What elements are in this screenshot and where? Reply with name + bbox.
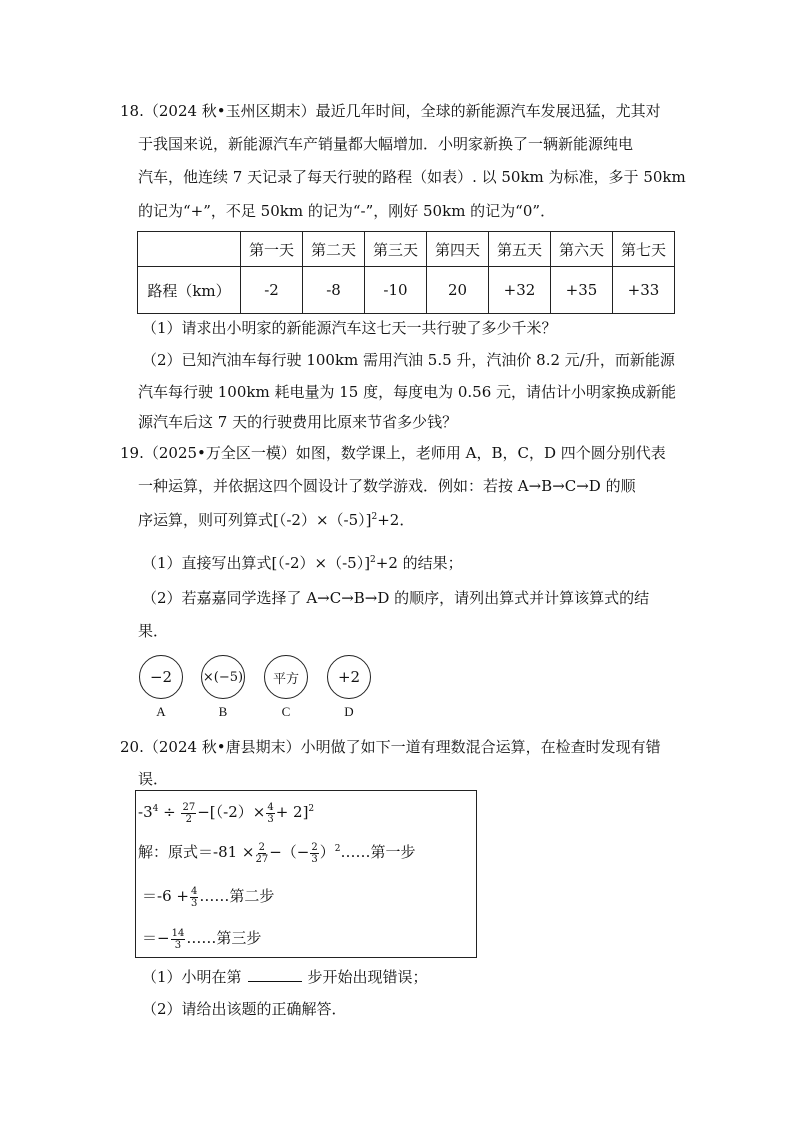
q19-sub1 — [142, 553, 463, 573]
circle-label-b: B — [218, 704, 228, 719]
numerator: 2 — [258, 841, 266, 853]
table-header-cell: 第三天 — [365, 232, 427, 267]
step-tag: ……第二步 — [199, 887, 275, 905]
step-tag: ……第三步 — [186, 929, 262, 947]
table-header-cell: 第一天 — [241, 232, 303, 267]
q20-sub1-text: （1）小明在第 — [142, 968, 242, 986]
exponent: 2 — [334, 844, 341, 854]
fraction — [181, 802, 196, 825]
fraction — [266, 802, 274, 825]
q18-line4: 的记为“+”，不足 50km 的记为“-”，刚好 50km 的记为“0”． — [138, 202, 556, 220]
expr-part: + 2] — [275, 803, 309, 821]
circle-d: +2 — [327, 655, 371, 699]
table-cell: -8 — [303, 267, 365, 314]
q18-sub2-line2: 汽车每行驶 100km 耗电量为 15 度，每度电为 0.56 元，请估计小明家换成新能 — [138, 383, 677, 401]
step-tag: ……第一步 — [340, 843, 416, 861]
step-part: 解：原式＝-81 × — [138, 843, 255, 861]
circle-label-c: C — [281, 704, 291, 719]
circle-label-a: A — [156, 704, 166, 719]
q20-sub1-tail: 步开始出现错误； — [307, 968, 428, 986]
table-cell: +33 — [613, 267, 675, 314]
q19-sub2-line1: （2）若嘉嘉同学选择了 A→C→B→D 的顺序，请列出算式并计算该算式的结 — [142, 589, 650, 607]
denominator: 3 — [190, 897, 198, 909]
expr-part: ÷ — [158, 803, 181, 821]
table-header-cell: 第二天 — [303, 232, 365, 267]
q19-line1: 19.（2025•万全区一模）如图，数学课上，老师用 A，B，C，D 四个圆分别代表 — [120, 444, 666, 462]
exponent: 4 — [152, 804, 159, 814]
solution-step-3 — [142, 924, 261, 952]
exponent: 2 — [370, 555, 376, 565]
step-part: −（− — [269, 843, 310, 861]
numerator: 27 — [182, 801, 196, 813]
denominator: 3 — [174, 939, 182, 951]
fraction — [310, 842, 318, 865]
table-header-cell: 第四天 — [427, 232, 489, 267]
answer-blank[interactable] — [248, 967, 302, 982]
table-cell: 20 — [427, 267, 489, 314]
expr-part: -3 — [138, 803, 153, 821]
q19-line2: 一种运算，并依据这四个圆设计了数学游戏．例如：若按 A→B→C→D 的顺 — [138, 477, 636, 495]
q20-line1: 20.（2024 秋•唐县期末）小明做了如下一道有理数混合运算，在检查时发现有错 — [120, 738, 661, 756]
step-part: ） — [319, 843, 335, 861]
denominator: 27 — [255, 853, 269, 865]
q19-sub1-text: （1）直接写出算式[（-2）×（-5）] — [142, 554, 371, 572]
table-cell: -2 — [241, 267, 303, 314]
circle-a: −2 — [139, 655, 183, 699]
row-label: 路程（km） — [138, 267, 241, 314]
denominator: 3 — [267, 813, 274, 825]
q19-line3 — [138, 510, 414, 530]
q18-line2: 于我国来说，新能源汽车产销量都大幅增加．小明家新换了一辆新能源纯电 — [138, 135, 634, 153]
q18-sub2-line3: 源汽车后这 7 天的行驶费用比原来节省多少钱？ — [138, 413, 458, 431]
table-header-cell: 第六天 — [551, 232, 613, 267]
q18-sub1: （1）请求出小明家的新能源汽车这七天一共行驶了多少千米？ — [142, 319, 557, 337]
table-header-cell — [138, 232, 241, 267]
q19-sub2-line2: 果． — [138, 622, 169, 640]
solution-step-2 — [142, 882, 274, 910]
exponent: 2 — [308, 804, 315, 814]
table-cell: -10 — [365, 267, 427, 314]
q20-sub1 — [142, 967, 428, 987]
q19-line3-tail: +2． — [377, 511, 415, 529]
circle-c: 平方 — [264, 655, 308, 699]
q20-sub2: （2）请给出该题的正确解答． — [142, 1000, 347, 1018]
q18-line3: 汽车，他连续 7 天记录了每天行驶的路程（如表）. 以 50km 为标准，多于 50km — [138, 168, 686, 186]
step-part: ＝− — [142, 929, 170, 947]
table-header-cell: 第七天 — [613, 232, 675, 267]
q20-line2: 误． — [138, 770, 169, 788]
exponent: 2 — [371, 512, 378, 522]
circle-b: ×(−5) — [201, 655, 245, 699]
denominator: 2 — [185, 813, 193, 825]
expr-part: −[（-2）× — [197, 803, 266, 821]
circle-label-d: D — [344, 704, 354, 719]
table-cell: +32 — [489, 267, 551, 314]
table-row — [138, 267, 675, 314]
table-header-row — [138, 232, 675, 267]
numerator: 2 — [311, 841, 318, 853]
q18-sub2-line1: （2）已知汽油车每行驶 100km 需用汽油 5.5 升，汽油价 8.2 元/升，而新能源 — [142, 351, 675, 369]
fraction — [190, 886, 198, 909]
table-header-cell: 第五天 — [489, 232, 551, 267]
fraction — [171, 928, 186, 951]
numerator: 14 — [171, 927, 185, 939]
fraction — [256, 842, 269, 865]
table-cell: +35 — [551, 267, 613, 314]
step-part: ＝-6 + — [142, 887, 189, 905]
problem-expression — [138, 798, 314, 826]
q19-sub1-tail: +2 的结果； — [375, 554, 463, 572]
mileage-table — [137, 231, 675, 314]
q19-line3-text: 序运算，则可列算式[（-2）×（-5）] — [138, 511, 372, 529]
numerator: 4 — [267, 801, 274, 813]
numerator: 4 — [190, 885, 198, 897]
solution-step-1 — [138, 838, 416, 866]
q18-line1: 18.（2024 秋•玉州区期末）最近几年时间，全球的新能源汽车发展迅猛，尤其对 — [120, 102, 661, 120]
denominator: 3 — [311, 853, 318, 865]
